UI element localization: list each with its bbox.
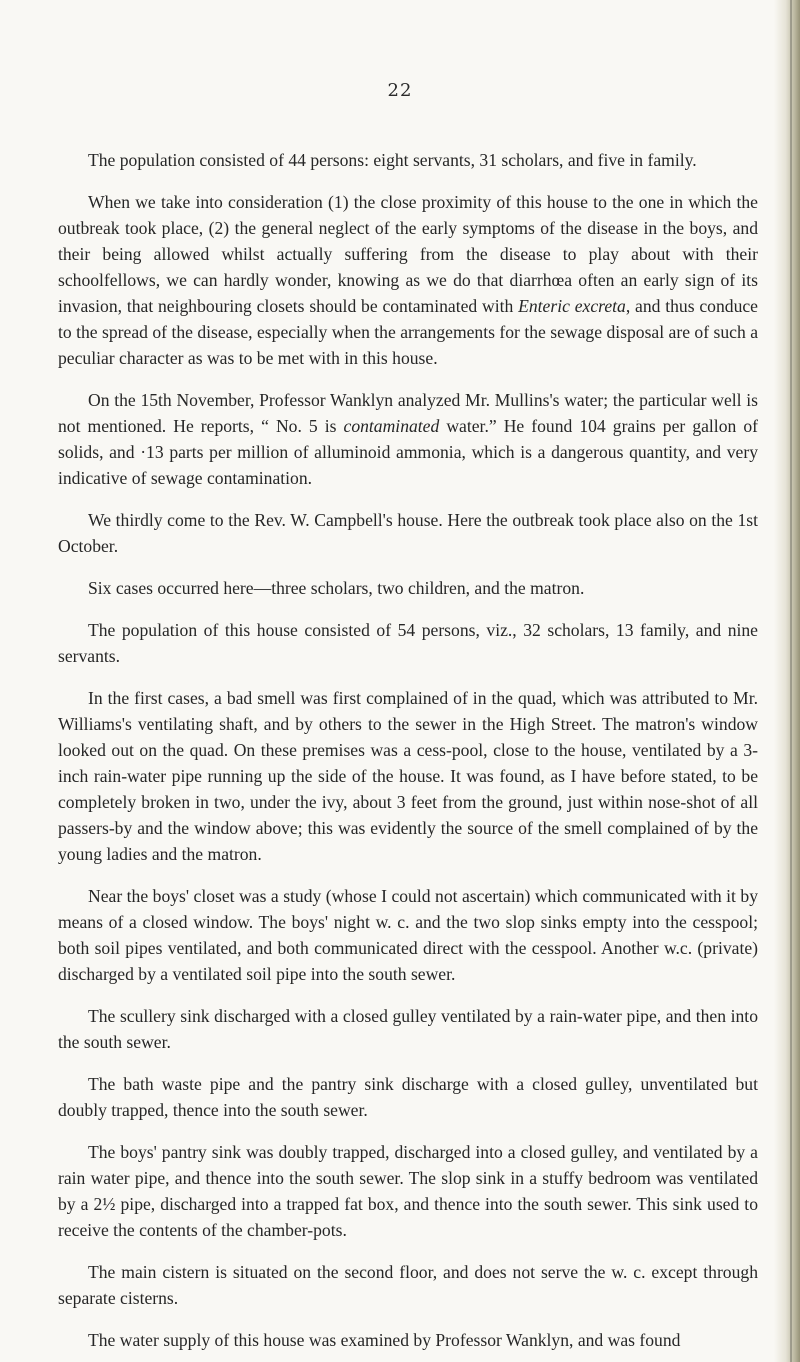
paragraph: The bath waste pipe and the pantry sink discharge with a closed gulley, unventilated but doubly trapped, thence into the south sewer. (58, 1074, 758, 1120)
italic-phrase: contaminated (343, 416, 440, 436)
page-number: 22 (387, 80, 413, 101)
paragraph: We thirdly come to the Rev. W. Campbell's house. Here the outbreak took place also on the 1st October. (58, 510, 758, 556)
page-edge-shadow (774, 0, 800, 1362)
paragraph: The scullery sink discharged with a closed gulley ventilated by a rain-water pipe, and then into the south sewer. (58, 1006, 758, 1052)
page-edge-line (790, 0, 792, 1362)
paragraph: In the first cases, a bad smell was first complained of in the quad, which was attributed to Mr. Williams's ventilating shaft, and by others to the sewer in the High Street. The matron's window looked out on the quad. On these premises was a cess-pool, close to the house, ventilated by a 3-inch rain-water pipe running up the side of the house. It was found, as I have before stated, to be completely broken in two, under the ivy, about 3 feet from the ground, just within nose-shot of all passers-by and the window above; this was evidently the source of the smell complained of by the young ladies and the matron. (58, 688, 758, 864)
paragraph: The population consisted of 44 persons: eight servants, 31 scholars, and five in family. (88, 150, 697, 170)
paragraph: The main cistern is situated on the second floor, and does not serve the w. c. except through separate cisterns. (58, 1262, 758, 1308)
paragraph: On the 15th November, Professor Wanklyn analyzed Mr. Mullins's water; the particular well is not mentioned. He reports, “ No. 5 is contaminated water.” He found 104 grains per gallon of solids, and ·13 parts per million of alluminoid ammonia, which is a dangerous quantity, and very indicative of sewage contamination. (58, 390, 758, 488)
paragraph: The water supply of this house was examined by Professor Wanklyn, and was found (88, 1330, 681, 1350)
body-text (58, 147, 758, 1353)
paragraph: Near the boys' closet was a study (whose I could not ascertain) which communicated with it by means of a closed window. The boys' night w. c. and the two slop sinks empty into the cesspool; both soil pipes ventilated, and both communicated direct with the cesspool. Another w.c. (private) discharged by a ventilated soil pipe into the south sewer. (58, 886, 758, 984)
paragraph: Six cases occurred here—three scholars, two children, and the matron. (88, 578, 585, 598)
paragraph: The population of this house consisted of 54 persons, viz., 32 scholars, 13 family, and nine servants. (58, 620, 758, 666)
paragraph: When we take into consideration (1) the close proximity of this house to the one in which the outbreak took place, (2) the general neglect of the early symptoms of the disease in the boys, and their being allowed whilst actually suffering from the disease to play about with their schoolfellows, we can hardly wonder, knowing as we do that diarrhœa often an early sign of its invasion, that neighbouring closets should be contaminated with Enteric excreta, and thus conduce to the spread of the disease, especially when the arrangements for the sewage disposal are of such a peculiar character as was to be met with in this house. (58, 192, 758, 368)
paragraph: The boys' pantry sink was doubly trapped, discharged into a closed gulley, and ventilated by a rain water pipe, and thence into the south sewer. The slop sink in a stuffy bedroom was ventilated by a 2½ pipe, discharged into a trapped fat box, and thence into the south sewer. This sink used to receive the contents of the chamber-pots. (58, 1142, 758, 1240)
italic-phrase: Enteric excreta (518, 296, 626, 316)
